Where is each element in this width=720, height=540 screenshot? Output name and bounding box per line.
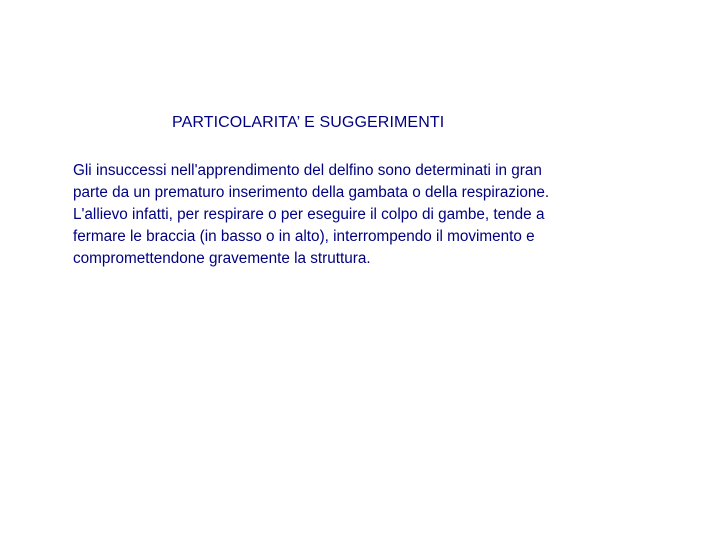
body-line: compromettendone gravemente la struttura. [73, 250, 371, 267]
slide-title: PARTICOLARITA’ E SUGGERIMENTI [172, 114, 445, 131]
body-line: fermare le braccia (in basso o in alto), interrompendo il movimento e [73, 228, 535, 245]
slide-body-paragraph [73, 160, 693, 270]
body-line: Gli insuccessi nell'apprendimento del delfino sono determinati in gran [73, 162, 542, 179]
body-line: L'allievo infatti, per respirare o per eseguire il colpo di gambe, tende a [73, 206, 545, 223]
body-line: parte da un prematuro inserimento della gambata o della respirazione. [73, 184, 550, 201]
